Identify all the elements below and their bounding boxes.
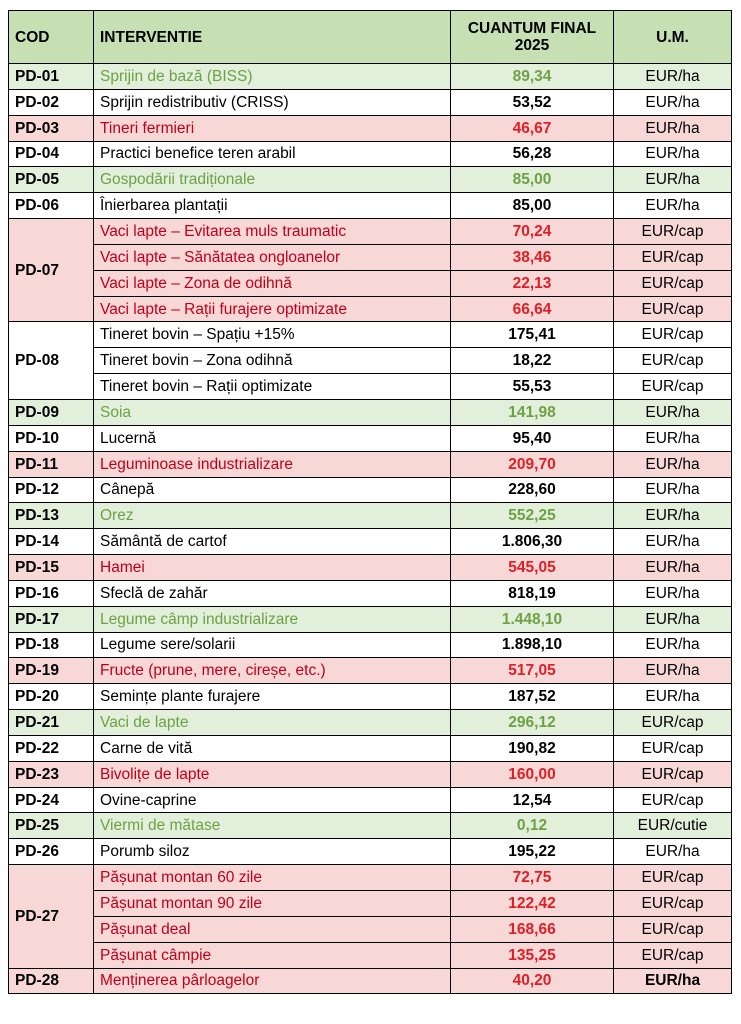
cell-cod: PD-05 — [9, 167, 94, 193]
cell-interventie: Ovine-caprine — [94, 787, 451, 813]
cell-um: EUR/ha — [614, 425, 732, 451]
cell-interventie: Legume sere/solarii — [94, 632, 451, 658]
cell-cuantum: 22,13 — [451, 270, 614, 296]
table-row — [9, 942, 732, 968]
header-cuantum-line1: CUANTUM FINAL — [467, 20, 597, 37]
cell-cod: PD-10 — [9, 425, 94, 451]
cell-um: EUR/ha — [614, 968, 732, 994]
cell-cuantum: 95,40 — [451, 425, 614, 451]
cell-interventie: Vaci lapte – Rații furajere optimizate — [94, 296, 451, 322]
cell-cuantum: 818,19 — [451, 580, 614, 606]
cell-interventie: Sprijin de bază (BISS) — [94, 64, 451, 90]
cell-interventie: Soia — [94, 399, 451, 425]
table-row — [9, 425, 732, 451]
cell-interventie: Pășunat montan 90 zile — [94, 891, 451, 917]
cell-um: EUR/cap — [614, 916, 732, 942]
cell-cuantum: 1.806,30 — [451, 529, 614, 555]
cell-cuantum: 175,41 — [451, 322, 614, 348]
cell-um: EUR/ha — [614, 658, 732, 684]
table-row — [9, 684, 732, 710]
cell-interventie: Orez — [94, 503, 451, 529]
cell-cod: PD-17 — [9, 606, 94, 632]
cell-interventie: Tineri fermieri — [94, 115, 451, 141]
cell-interventie: Cânepă — [94, 477, 451, 503]
cell-interventie: Porumb siloz — [94, 839, 451, 865]
table-row — [9, 555, 732, 581]
cell-cuantum: 122,42 — [451, 891, 614, 917]
table-row — [9, 193, 732, 219]
table-row — [9, 270, 732, 296]
cell-interventie: Leguminoase industrializare — [94, 451, 451, 477]
cell-interventie: Tineret bovin – Rații optimizate — [94, 374, 451, 400]
cell-cuantum: 72,75 — [451, 865, 614, 891]
table-row — [9, 89, 732, 115]
cell-um: EUR/ha — [614, 167, 732, 193]
cell-um: EUR/cap — [614, 865, 732, 891]
table-row — [9, 244, 732, 270]
cell-um: EUR/cap — [614, 710, 732, 736]
table-row — [9, 735, 732, 761]
cell-cuantum: 40,20 — [451, 968, 614, 994]
cell-interventie: Tineret bovin – Spațiu +15% — [94, 322, 451, 348]
header-um: U.M. — [614, 11, 732, 64]
cell-cuantum: 53,52 — [451, 89, 614, 115]
cell-cod: PD-07 — [9, 219, 94, 322]
cell-um: EUR/ha — [614, 580, 732, 606]
cell-cod: PD-25 — [9, 813, 94, 839]
table-row — [9, 658, 732, 684]
table-row — [9, 219, 732, 245]
cell-um: EUR/cap — [614, 374, 732, 400]
table-row — [9, 167, 732, 193]
cell-um: EUR/ha — [614, 141, 732, 167]
cell-um: EUR/cap — [614, 787, 732, 813]
table-row — [9, 141, 732, 167]
cell-interventie: Pășunat montan 60 zile — [94, 865, 451, 891]
cell-interventie: Vaci lapte – Sănătatea ongloanelor — [94, 244, 451, 270]
header-cod: COD — [9, 11, 94, 64]
cell-um: EUR/ha — [614, 477, 732, 503]
cell-um: EUR/ha — [614, 632, 732, 658]
table-row — [9, 322, 732, 348]
cell-cod: PD-18 — [9, 632, 94, 658]
cell-um: EUR/cap — [614, 219, 732, 245]
cell-cuantum: 195,22 — [451, 839, 614, 865]
cell-interventie: Fructe (prune, mere, cireșe, etc.) — [94, 658, 451, 684]
cell-cuantum: 38,46 — [451, 244, 614, 270]
table-row — [9, 865, 732, 891]
cell-cod: PD-26 — [9, 839, 94, 865]
cell-cod: PD-11 — [9, 451, 94, 477]
cell-um: EUR/cap — [614, 761, 732, 787]
cell-interventie: Lucernă — [94, 425, 451, 451]
cell-interventie: Vaci lapte – Zona de odihnă — [94, 270, 451, 296]
cell-cod: PD-09 — [9, 399, 94, 425]
cell-cod: PD-01 — [9, 64, 94, 90]
cell-cod: PD-16 — [9, 580, 94, 606]
table-row — [9, 968, 732, 994]
cell-um: EUR/ha — [614, 529, 732, 555]
cell-cuantum: 545,05 — [451, 555, 614, 581]
header-cuantum — [451, 11, 614, 64]
cell-cuantum: 12,54 — [451, 787, 614, 813]
cell-interventie: Pășunat câmpie — [94, 942, 451, 968]
cell-um: EUR/cap — [614, 348, 732, 374]
table-row — [9, 374, 732, 400]
cell-interventie: Tineret bovin – Zona odihnă — [94, 348, 451, 374]
table-row — [9, 606, 732, 632]
cell-cod: PD-24 — [9, 787, 94, 813]
table-body — [9, 64, 732, 994]
cell-interventie: Sământă de cartof — [94, 529, 451, 555]
cell-cuantum: 517,05 — [451, 658, 614, 684]
cell-cod: PD-21 — [9, 710, 94, 736]
table-row — [9, 580, 732, 606]
cell-cuantum: 0,12 — [451, 813, 614, 839]
cell-interventie: Bivolițe de lapte — [94, 761, 451, 787]
table-row — [9, 64, 732, 90]
cell-cuantum: 89,34 — [451, 64, 614, 90]
cell-um: EUR/cap — [614, 942, 732, 968]
table-row — [9, 632, 732, 658]
table-row — [9, 296, 732, 322]
table-row — [9, 839, 732, 865]
cell-cod: PD-20 — [9, 684, 94, 710]
cell-cod: PD-12 — [9, 477, 94, 503]
subsidy-table — [8, 10, 732, 994]
cell-um: EUR/cap — [614, 270, 732, 296]
cell-cuantum: 85,00 — [451, 167, 614, 193]
table-row — [9, 916, 732, 942]
cell-cuantum: 552,25 — [451, 503, 614, 529]
cell-cuantum: 55,53 — [451, 374, 614, 400]
cell-cod: PD-28 — [9, 968, 94, 994]
cell-cuantum: 56,28 — [451, 141, 614, 167]
header-cuantum-line2: 2025 — [514, 37, 550, 54]
cell-cod: PD-19 — [9, 658, 94, 684]
cell-interventie: Viermi de mătase — [94, 813, 451, 839]
cell-um: EUR/ha — [614, 555, 732, 581]
table-header — [9, 11, 732, 64]
table-row — [9, 503, 732, 529]
cell-um: EUR/cap — [614, 244, 732, 270]
cell-interventie: Înierbarea plantații — [94, 193, 451, 219]
table-row — [9, 787, 732, 813]
cell-interventie: Pășunat deal — [94, 916, 451, 942]
cell-um: EUR/ha — [614, 399, 732, 425]
cell-cuantum: 1.448,10 — [451, 606, 614, 632]
cell-um: EUR/ha — [614, 606, 732, 632]
cell-cod: PD-27 — [9, 865, 94, 968]
table-row — [9, 891, 732, 917]
cell-cuantum: 187,52 — [451, 684, 614, 710]
cell-cuantum: 190,82 — [451, 735, 614, 761]
table-row — [9, 529, 732, 555]
cell-um: EUR/ha — [614, 839, 732, 865]
cell-um: EUR/cap — [614, 296, 732, 322]
cell-cod: PD-06 — [9, 193, 94, 219]
cell-interventie: Menținerea pârloagelor — [94, 968, 451, 994]
table-row — [9, 761, 732, 787]
cell-cuantum: 1.898,10 — [451, 632, 614, 658]
header-row — [9, 11, 732, 64]
cell-um: EUR/cap — [614, 891, 732, 917]
table-row — [9, 348, 732, 374]
cell-um: EUR/ha — [614, 451, 732, 477]
cell-cuantum: 209,70 — [451, 451, 614, 477]
cell-cuantum: 135,25 — [451, 942, 614, 968]
cell-interventie: Sprijin redistributiv (CRISS) — [94, 89, 451, 115]
cell-cuantum: 70,24 — [451, 219, 614, 245]
cell-um: EUR/ha — [614, 89, 732, 115]
cell-um: EUR/ha — [614, 503, 732, 529]
cell-cuantum: 18,22 — [451, 348, 614, 374]
cell-interventie: Carne de vită — [94, 735, 451, 761]
table-row — [9, 710, 732, 736]
cell-cod: PD-13 — [9, 503, 94, 529]
cell-cod: PD-15 — [9, 555, 94, 581]
cell-um: EUR/cutie — [614, 813, 732, 839]
table-row — [9, 115, 732, 141]
table-row — [9, 399, 732, 425]
cell-cod: PD-04 — [9, 141, 94, 167]
cell-interventie: Hamei — [94, 555, 451, 581]
header-interventie: INTERVENTIE — [94, 11, 451, 64]
cell-interventie: Legume câmp industrializare — [94, 606, 451, 632]
cell-cod: PD-02 — [9, 89, 94, 115]
cell-cod: PD-03 — [9, 115, 94, 141]
cell-interventie: Gospodării tradiționale — [94, 167, 451, 193]
cell-interventie: Vaci de lapte — [94, 710, 451, 736]
cell-interventie: Vaci lapte – Evitarea muls traumatic — [94, 219, 451, 245]
cell-cuantum: 85,00 — [451, 193, 614, 219]
cell-cuantum: 141,98 — [451, 399, 614, 425]
cell-cod: PD-23 — [9, 761, 94, 787]
cell-interventie: Semințe plante furajere — [94, 684, 451, 710]
subsidy-table-container — [8, 10, 732, 994]
cell-cuantum: 296,12 — [451, 710, 614, 736]
cell-cod: PD-08 — [9, 322, 94, 400]
cell-cuantum: 160,00 — [451, 761, 614, 787]
cell-um: EUR/ha — [614, 684, 732, 710]
table-row — [9, 813, 732, 839]
cell-um: EUR/cap — [614, 322, 732, 348]
cell-um: EUR/cap — [614, 735, 732, 761]
cell-cuantum: 228,60 — [451, 477, 614, 503]
cell-cuantum: 66,64 — [451, 296, 614, 322]
table-row — [9, 477, 732, 503]
cell-cod: PD-14 — [9, 529, 94, 555]
cell-um: EUR/ha — [614, 115, 732, 141]
cell-interventie: Practici benefice teren arabil — [94, 141, 451, 167]
cell-um: EUR/ha — [614, 193, 732, 219]
cell-cuantum: 46,67 — [451, 115, 614, 141]
cell-cuantum: 168,66 — [451, 916, 614, 942]
cell-um: EUR/ha — [614, 64, 732, 90]
cell-interventie: Sfeclă de zahăr — [94, 580, 451, 606]
table-row — [9, 451, 732, 477]
cell-cod: PD-22 — [9, 735, 94, 761]
